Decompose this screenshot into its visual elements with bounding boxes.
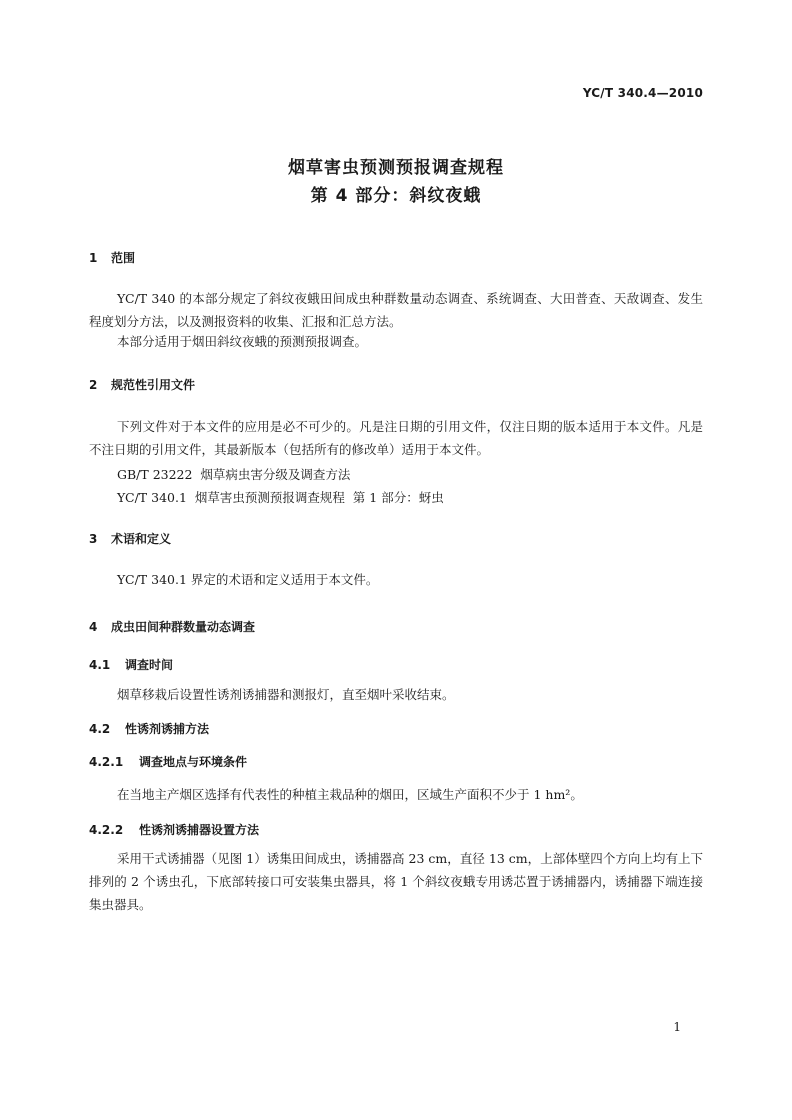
section-1-paragraph-2: 本部分适用于烟田斜纹夜蛾的预测预报调查。 bbox=[117, 334, 368, 349]
normative-reference-2: YC/T 340.1 烟草害虫预测预报调查规程 第 1 部分：蚜虫 bbox=[117, 490, 444, 505]
section-title: 性诱剂诱捕方法 bbox=[125, 722, 210, 736]
section-number: 4.2.2 bbox=[89, 823, 124, 837]
section-4-2-2-heading bbox=[89, 821, 259, 838]
standard-code: YC/T 340.4—2010 bbox=[582, 86, 703, 100]
section-number: 4.1 bbox=[89, 658, 111, 672]
section-4-2-heading bbox=[89, 720, 209, 737]
section-4-2-1-heading bbox=[89, 753, 247, 770]
section-number: 1 bbox=[89, 251, 98, 265]
section-number: 4.2.1 bbox=[89, 755, 124, 769]
document-subtitle: 第 4 部分：斜纹夜蛾 bbox=[310, 186, 482, 206]
section-number: 2 bbox=[89, 378, 98, 392]
document-title: 烟草害虫预测预报调查规程 bbox=[288, 158, 504, 178]
section-title: 范围 bbox=[111, 251, 136, 265]
section-4-heading bbox=[89, 618, 255, 635]
section-title: 性诱剂诱捕器设置方法 bbox=[139, 823, 260, 837]
section-2-heading bbox=[89, 376, 195, 393]
section-1-paragraph: YC/T 340 的本部分规定了斜纹夜蛾田间成虫种群数量动态调查、系统调查、大田普查、天敌调查、发生程度划分方法，以及测报资料的收集、汇报和汇总方法。 bbox=[89, 291, 703, 329]
normative-reference-1: GB/T 23222 烟草病虫害分级及调查方法 bbox=[117, 467, 351, 482]
section-1-heading bbox=[89, 249, 135, 266]
section-4-2-1-paragraph: 在当地主产烟区选择有代表性的种植主栽品种的烟田，区域生产面积不少于 1 hm²。 bbox=[117, 787, 583, 802]
section-3-heading bbox=[89, 530, 171, 547]
section-title: 成虫田间种群数量动态调查 bbox=[111, 620, 256, 634]
section-number: 4 bbox=[89, 620, 98, 634]
section-2-paragraph: 下列文件对于本文件的应用是必不可少的。凡是注日期的引用文件，仅注日期的版本适用于本文件。凡是不注日期的引用文件，其最新版本（包括所有的修改单）适用于本文件。 bbox=[89, 419, 703, 457]
section-title: 调查地点与环境条件 bbox=[139, 755, 248, 769]
section-title: 调查时间 bbox=[125, 658, 174, 672]
section-3-paragraph: YC/T 340.1 界定的术语和定义适用于本文件。 bbox=[117, 572, 379, 587]
section-number: 4.2 bbox=[89, 722, 111, 736]
page-number: 1 bbox=[673, 1020, 681, 1034]
section-4-1-paragraph: 烟草移栽后设置性诱剂诱捕器和测报灯，直至烟叶采收结束。 bbox=[117, 687, 455, 702]
section-number: 3 bbox=[89, 532, 98, 546]
section-title: 术语和定义 bbox=[111, 532, 172, 546]
section-4-1-heading bbox=[89, 656, 173, 673]
section-title: 规范性引用文件 bbox=[111, 378, 196, 392]
section-4-2-2-paragraph: 采用干式诱捕器（见图 1）诱集田间成虫，诱捕器高 23 cm，直径 13 cm，上部体壁四个方向上均有上下排列的 2 个诱虫孔，下底部转接口可安装集虫器具，将 1 个斜纹夜蛾专用诱芯置于诱捕器内，诱捕器下端连接集虫器具。 bbox=[89, 851, 703, 912]
